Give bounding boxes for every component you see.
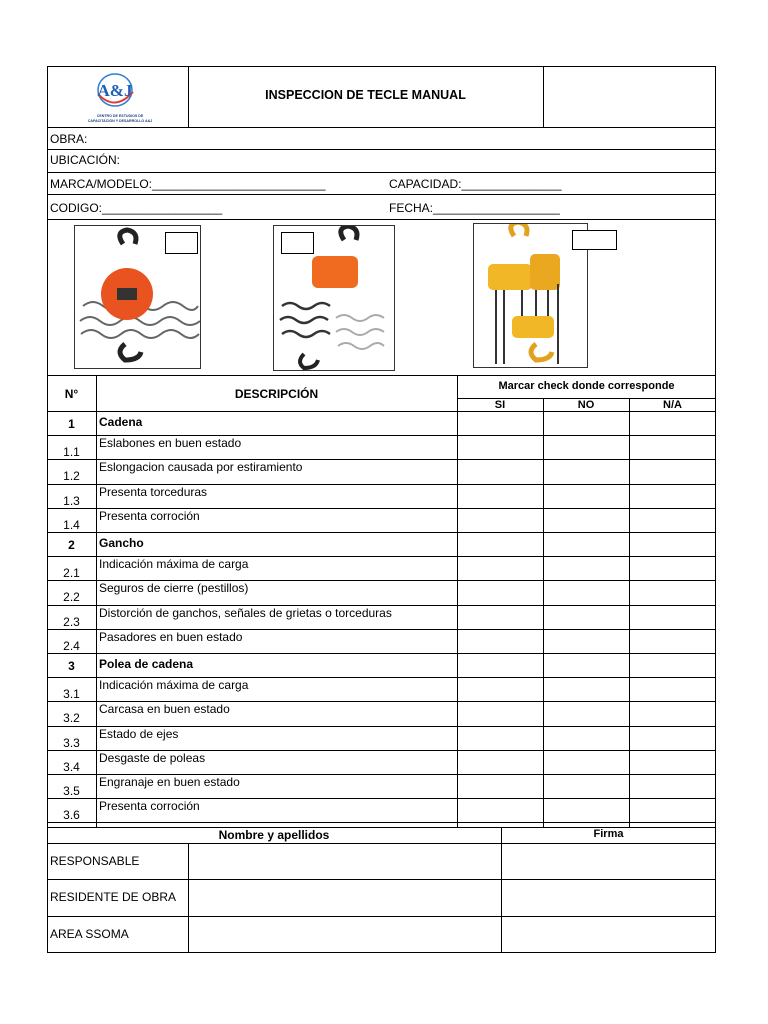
row-number: 1.1: [63, 445, 80, 460]
row-description: Presenta corroción: [99, 508, 200, 523]
row-number: 2: [68, 538, 75, 552]
check-cell-no[interactable]: [543, 411, 629, 435]
check-cell-si[interactable]: [457, 629, 543, 653]
check-cell-si[interactable]: [457, 798, 543, 822]
hoist-image-2: [273, 225, 395, 371]
check-cell-si[interactable]: [457, 459, 543, 483]
check-cell-si[interactable]: [457, 605, 543, 629]
hoist-image-3: [473, 223, 588, 368]
row-description: Eslabones en buen estado: [99, 436, 242, 451]
capacidad-field[interactable]: CAPACIDAD:_______________: [389, 177, 562, 191]
section-title: Cadena: [99, 415, 143, 429]
residente-label: RESIDENTE DE OBRA: [50, 890, 177, 904]
row-description: Indicación máxima de carga: [99, 557, 249, 572]
row-number: 1.4: [63, 517, 80, 532]
check-cell-na[interactable]: [629, 484, 715, 508]
row-description: Desgaste de poleas: [99, 750, 206, 765]
select-checkbox-1[interactable]: [165, 232, 198, 254]
row-number: 1: [68, 417, 75, 431]
check-cell-na[interactable]: [629, 774, 715, 798]
svg-text:CENTRO DE ESTUDIOS DE: CENTRO DE ESTUDIOS DE: [96, 114, 144, 118]
check-cell-na[interactable]: [629, 629, 715, 653]
check-cell-si[interactable]: [457, 750, 543, 774]
check-cell-na[interactable]: [629, 580, 715, 604]
row-number: 2.2: [63, 590, 80, 605]
company-logo: [85, 70, 155, 126]
check-cell-no[interactable]: [543, 605, 629, 629]
form-title: INSPECCION DE TECLE MANUAL: [265, 88, 466, 102]
check-cell-na[interactable]: [629, 653, 715, 677]
svg-text:CAPACITACIÓN Y DESARROLLO A&J: CAPACITACIÓN Y DESARROLLO A&J: [87, 119, 153, 123]
sign-col-name-header: Nombre y apellidos: [218, 828, 330, 842]
row-description: Presenta torceduras: [99, 484, 208, 499]
fecha-field[interactable]: FECHA:___________________: [389, 201, 560, 215]
codigo-field[interactable]: CODIGO:__________________: [50, 201, 223, 215]
check-cell-na[interactable]: [629, 508, 715, 532]
check-cell-na[interactable]: [629, 556, 715, 580]
check-cell-no[interactable]: [543, 750, 629, 774]
check-cell-si[interactable]: [457, 726, 543, 750]
row-number: 3.3: [63, 735, 80, 750]
row-number: 2.1: [63, 566, 80, 581]
ubicacion-label: UBICACIÓN:: [50, 153, 121, 167]
check-cell-si[interactable]: [457, 580, 543, 604]
check-cell-si[interactable]: [457, 653, 543, 677]
check-cell-no[interactable]: [543, 532, 629, 556]
check-cell-si[interactable]: [457, 508, 543, 532]
row-number: 3.4: [63, 759, 80, 774]
responsable-label: RESPONSABLE: [50, 854, 140, 868]
check-cell-na[interactable]: [629, 677, 715, 701]
row-description: Seguros de cierre (pestillos): [99, 581, 249, 596]
ssoma-label: AREA SSOMA: [50, 927, 129, 941]
select-checkbox-2[interactable]: [281, 232, 314, 254]
row-number: 2.3: [63, 614, 80, 629]
check-cell-no[interactable]: [543, 701, 629, 725]
section-title: Gancho: [99, 536, 144, 550]
row-description: Carcasa en buen estado: [99, 702, 230, 717]
check-cell-na[interactable]: [629, 435, 715, 459]
obra-label: OBRA:: [50, 132, 88, 146]
row-number: 1.3: [63, 493, 80, 508]
col-num-header: N°: [64, 387, 79, 401]
row-number: 3.5: [63, 784, 80, 798]
check-cell-no[interactable]: [543, 580, 629, 604]
check-cell-na[interactable]: [629, 605, 715, 629]
check-cell-si[interactable]: [457, 774, 543, 798]
check-cell-no[interactable]: [543, 556, 629, 580]
row-description: Pasadores en buen estado: [99, 629, 243, 644]
check-cell-no[interactable]: [543, 459, 629, 483]
check-cell-na[interactable]: [629, 411, 715, 435]
inspection-sheet: [47, 66, 716, 953]
col-na-header: N/A: [663, 399, 682, 411]
check-cell-na[interactable]: [629, 750, 715, 774]
sign-col-firma-header: Firma: [593, 828, 624, 840]
check-cell-si[interactable]: [457, 411, 543, 435]
check-cell-si[interactable]: [457, 701, 543, 725]
row-number: 1.2: [63, 469, 80, 484]
section-title: Polea de cadena: [99, 657, 194, 671]
row-description: Estado de ejes: [99, 726, 179, 741]
svg-text:A&J: A&J: [97, 81, 133, 100]
check-cell-si[interactable]: [457, 484, 543, 508]
check-cell-no[interactable]: [543, 653, 629, 677]
row-number: 2.4: [63, 638, 80, 653]
check-cell-na[interactable]: [629, 798, 715, 822]
check-cell-na[interactable]: [629, 701, 715, 725]
check-cell-si[interactable]: [457, 532, 543, 556]
row-number: 3: [68, 659, 75, 673]
row-description: Distorción de ganchos, señales de grietas o torceduras: [99, 605, 392, 620]
row-divider: [47, 822, 716, 823]
col-no-header: NO: [577, 399, 595, 411]
check-cell-na[interactable]: [629, 459, 715, 483]
row-number: 3.1: [63, 687, 80, 702]
col-check-header: Marcar check donde corresponde: [498, 380, 675, 392]
hoist-image-1: [74, 225, 201, 369]
select-checkbox-3[interactable]: [572, 230, 617, 250]
marca-field[interactable]: MARCA/MODELO:__________________________: [50, 177, 326, 191]
check-cell-si[interactable]: [457, 556, 543, 580]
check-cell-na[interactable]: [629, 532, 715, 556]
row-description: Indicación máxima de carga: [99, 678, 249, 693]
row-description: Eslongacion causada por estiramiento: [99, 460, 303, 475]
check-cell-no[interactable]: [543, 798, 629, 822]
check-cell-no[interactable]: [543, 435, 629, 459]
row-number: 3.2: [63, 711, 80, 726]
check-cell-no[interactable]: [543, 484, 629, 508]
row-description: Presenta corroción: [99, 799, 200, 814]
check-cell-no[interactable]: [543, 629, 629, 653]
row-number: 3.6: [63, 808, 80, 823]
check-cell-na[interactable]: [629, 726, 715, 750]
col-desc-header: DESCRIPCIÓN: [234, 387, 319, 401]
check-cell-no[interactable]: [543, 726, 629, 750]
check-cell-no[interactable]: [543, 774, 629, 798]
row-description: Engranaje en buen estado: [99, 775, 240, 789]
check-cell-no[interactable]: [543, 677, 629, 701]
check-cell-no[interactable]: [543, 508, 629, 532]
check-cell-si[interactable]: [457, 677, 543, 701]
check-cell-si[interactable]: [457, 435, 543, 459]
col-si-header: SI: [494, 399, 506, 411]
